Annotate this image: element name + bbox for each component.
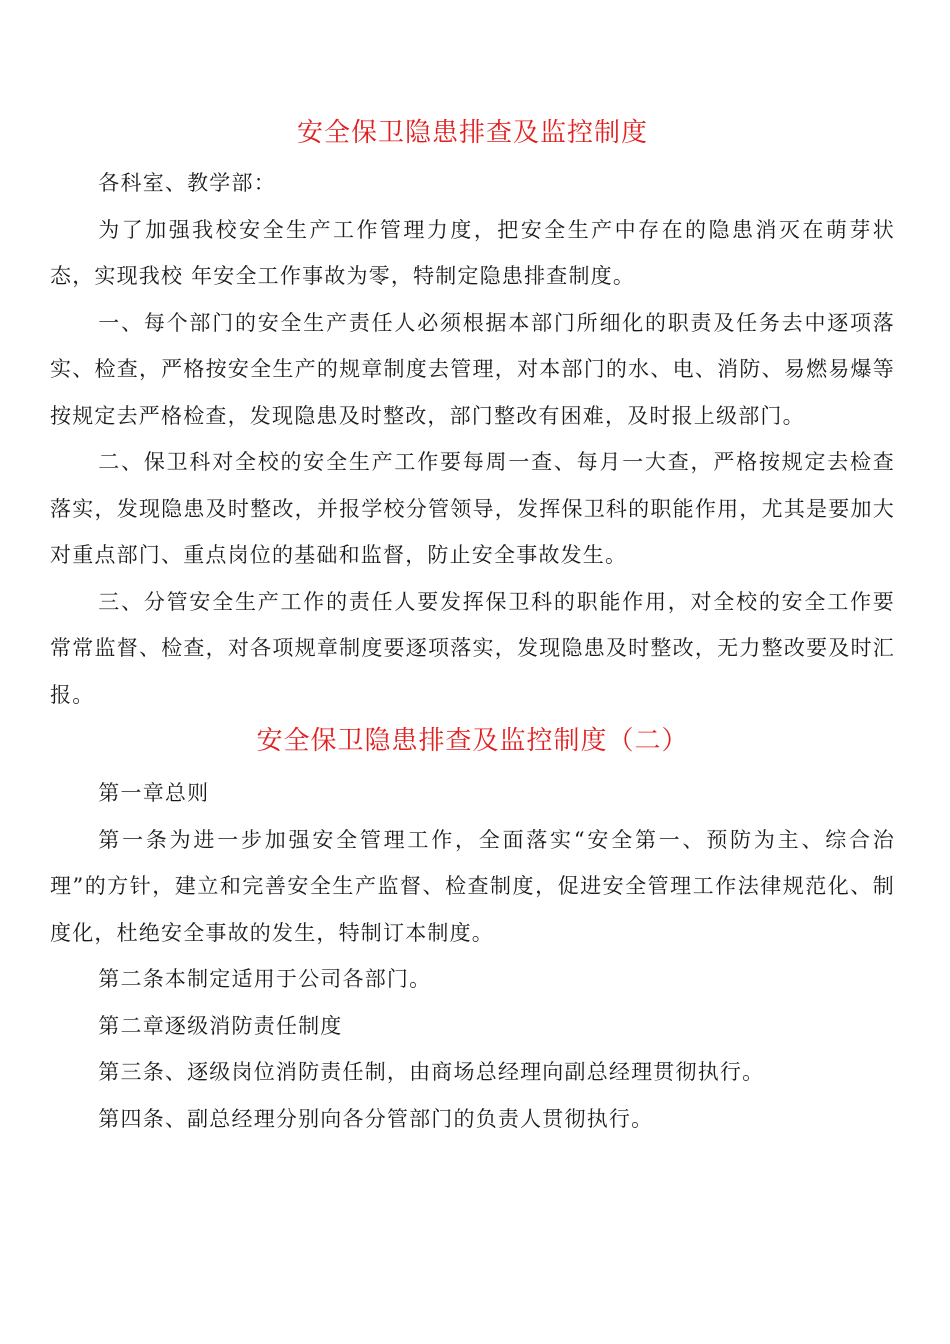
item-one-paragraph: 一、每个部门的安全生产责任人必须根据本部门所细化的职责及任务去中逐项落实、检查，严格按安全生产的规章制度去管理，对本部门的水、电、消防、易燃易爆等按规定去严格检查，发现隐患及时整改，部门整改有困难，及时报上级部门。 (50, 310, 895, 428)
section-two-title: 安全保卫隐患排查及监控制度（二） (256, 726, 689, 756)
article-four-paragraph: 第四条、副总经理分别向各分管部门的负责人贯彻执行。 (98, 1106, 654, 1131)
salutation: 各科室、教学部： (98, 171, 276, 195)
article-two-paragraph: 第二条本制定适用于公司各部门。 (98, 967, 432, 991)
item-three-paragraph: 三、分管安全生产工作的责任人要发挥保卫科的职能作用，对全校的安全工作要常常监督、检查，对各项规章制度要逐项落实，发现隐患及时整改，无力整改要及时汇报。 (50, 589, 895, 707)
document-title: 安全保卫隐患排查及监控制度 (296, 118, 648, 148)
document-page (50, 110, 895, 1142)
chapter-one-heading: 第一章总则 (98, 781, 210, 805)
intro-paragraph: 为了加强我校安全生产工作管理力度，把安全生产中存在的隐患消灭在萌芽状态，实现我校 年安全工作事故为零，特制定隐患排查制度。 (50, 217, 895, 288)
article-one-paragraph: 第一条为进一步加强安全管理工作，全面落实“安全第一、预防为主、综合治理”的方针，建立和完善安全生产监督、检查制度，促进安全管理工作法律规范化、制度化，杜绝安全事故的发生，特制订本制度。 (50, 827, 895, 945)
article-three-paragraph: 第三条、逐级岗位消防责任制，由商场总经理向副总经理贯彻执行。 (98, 1060, 765, 1084)
chapter-two-heading: 第二章逐级消防责任制度 (98, 1013, 343, 1038)
item-two-paragraph: 二、保卫科对全校的安全生产工作要每周一查、每月一大查，严格按规定去检查落实，发现隐患及时整改，并报学校分管领导，发挥保卫科的职能作用，尤其是要加大对重点部门、重点岗位的基础和监督，防止安全事故发生。 (50, 450, 895, 567)
